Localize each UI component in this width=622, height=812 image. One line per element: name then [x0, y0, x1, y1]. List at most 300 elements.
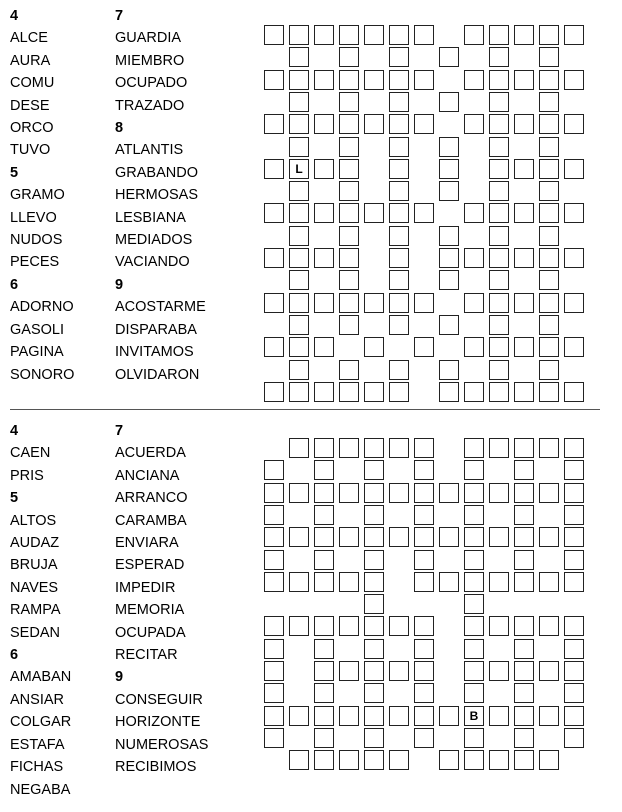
grid-cell[interactable]: [339, 70, 359, 90]
grid-cell[interactable]: [539, 293, 559, 313]
grid-cell[interactable]: [264, 683, 284, 703]
grid-cell[interactable]: [489, 750, 509, 770]
grid-cell[interactable]: [564, 337, 584, 357]
grid-cell[interactable]: [264, 382, 284, 402]
grid-cell[interactable]: [389, 270, 409, 290]
word-entry: PAGINA: [10, 344, 64, 361]
grid-cell[interactable]: [439, 137, 459, 157]
grid-cell[interactable]: [489, 706, 509, 726]
grid-cell[interactable]: [339, 750, 359, 770]
grid-cell[interactable]: [314, 706, 334, 726]
grid-cell[interactable]: [289, 572, 309, 592]
grid-cell[interactable]: [339, 248, 359, 268]
grid-cell[interactable]: [289, 750, 309, 770]
grid-cell[interactable]: [389, 47, 409, 67]
grid-cell[interactable]: [289, 25, 309, 45]
grid-cell[interactable]: [389, 483, 409, 503]
grid-cell[interactable]: [564, 248, 584, 268]
grid-cell[interactable]: [289, 226, 309, 246]
grid-cell[interactable]: [464, 203, 484, 223]
grid-cell[interactable]: [439, 572, 459, 592]
grid-cell[interactable]: [564, 661, 584, 681]
grid-cell[interactable]: [264, 203, 284, 223]
grid-cell[interactable]: [539, 114, 559, 134]
grid-cell[interactable]: [414, 572, 434, 592]
grid-cell[interactable]: [489, 527, 509, 547]
grid-cell[interactable]: [314, 750, 334, 770]
grid-cell[interactable]: [289, 616, 309, 636]
grid-cell[interactable]: [539, 137, 559, 157]
grid-cell[interactable]: [439, 315, 459, 335]
grid-cell[interactable]: [489, 92, 509, 112]
grid-cell[interactable]: [314, 616, 334, 636]
grid-cell[interactable]: [439, 47, 459, 67]
grid-cell[interactable]: [514, 706, 534, 726]
grid-cell-given-letter[interactable]: B: [464, 706, 484, 726]
grid-cell[interactable]: [264, 572, 284, 592]
grid-cell[interactable]: [264, 639, 284, 659]
word-entry: ALCE: [10, 30, 48, 47]
grid-cell[interactable]: [539, 572, 559, 592]
grid-cell-given-letter[interactable]: L: [289, 159, 309, 179]
grid-cell[interactable]: [489, 293, 509, 313]
grid-cell[interactable]: [539, 70, 559, 90]
grid-cell[interactable]: [314, 572, 334, 592]
grid-cell[interactable]: [489, 337, 509, 357]
grid-cell[interactable]: [314, 159, 334, 179]
grid-cell[interactable]: [564, 483, 584, 503]
grid-cell[interactable]: [264, 505, 284, 525]
grid-cell[interactable]: [439, 270, 459, 290]
grid-cell[interactable]: [489, 70, 509, 90]
grid-cell[interactable]: [339, 483, 359, 503]
grid-cell[interactable]: [289, 70, 309, 90]
grid-cell[interactable]: [339, 137, 359, 157]
grid-cell[interactable]: [389, 438, 409, 458]
grid-cell[interactable]: [489, 483, 509, 503]
grid-cell[interactable]: [339, 293, 359, 313]
grid-cell[interactable]: [489, 159, 509, 179]
grid-cell[interactable]: [339, 114, 359, 134]
grid-cell[interactable]: [539, 248, 559, 268]
grid-cell[interactable]: [464, 483, 484, 503]
grid-cell[interactable]: [514, 70, 534, 90]
grid-cell[interactable]: [539, 706, 559, 726]
grid-cell[interactable]: [464, 382, 484, 402]
grid-cell[interactable]: [289, 527, 309, 547]
grid-cell[interactable]: [364, 639, 384, 659]
grid-cell[interactable]: [289, 92, 309, 112]
grid-cell[interactable]: [514, 527, 534, 547]
grid-cell[interactable]: [364, 706, 384, 726]
grid-cell[interactable]: [389, 114, 409, 134]
grid-cell[interactable]: [314, 483, 334, 503]
grid-cell[interactable]: [464, 25, 484, 45]
grid-cell[interactable]: [514, 572, 534, 592]
grid-cell[interactable]: [364, 203, 384, 223]
grid-cell[interactable]: [489, 181, 509, 201]
grid-cell[interactable]: [289, 47, 309, 67]
grid-cell[interactable]: [464, 114, 484, 134]
grid-cell[interactable]: [314, 550, 334, 570]
grid-cell[interactable]: [464, 527, 484, 547]
grid-cell[interactable]: [264, 616, 284, 636]
grid-cell[interactable]: [539, 483, 559, 503]
grid-cell[interactable]: [514, 337, 534, 357]
grid-cell[interactable]: [364, 616, 384, 636]
grid-cell[interactable]: [414, 616, 434, 636]
grid-cell[interactable]: [339, 226, 359, 246]
grid-cell[interactable]: [389, 70, 409, 90]
grid-cell[interactable]: [264, 70, 284, 90]
grid-cell[interactable]: [389, 159, 409, 179]
grid-cell[interactable]: [464, 460, 484, 480]
grid-cell[interactable]: [339, 25, 359, 45]
grid-cell[interactable]: [514, 159, 534, 179]
grid-cell[interactable]: [264, 728, 284, 748]
grid-cell[interactable]: [564, 505, 584, 525]
word-entry: SEDAN: [10, 624, 60, 641]
grid-cell[interactable]: [414, 460, 434, 480]
grid-cell[interactable]: [314, 527, 334, 547]
grid-cell[interactable]: [364, 114, 384, 134]
grid-cell[interactable]: [464, 70, 484, 90]
grid-cell[interactable]: [364, 750, 384, 770]
grid-cell[interactable]: [564, 293, 584, 313]
grid-cell[interactable]: [464, 728, 484, 748]
grid-cell[interactable]: [339, 661, 359, 681]
grid-cell[interactable]: [539, 616, 559, 636]
grid-cell[interactable]: [414, 550, 434, 570]
grid-cell[interactable]: [514, 438, 534, 458]
grid-cell[interactable]: [539, 360, 559, 380]
grid-cell[interactable]: [414, 661, 434, 681]
grid-cell[interactable]: [339, 616, 359, 636]
length-heading: 7: [115, 423, 124, 439]
grid-cell[interactable]: [514, 639, 534, 659]
grid-cell[interactable]: [439, 181, 459, 201]
grid-cell[interactable]: [439, 706, 459, 726]
grid-cell[interactable]: [464, 337, 484, 357]
grid-cell[interactable]: [439, 750, 459, 770]
grid-cell[interactable]: [514, 683, 534, 703]
grid-cell[interactable]: [289, 114, 309, 134]
grid-cell[interactable]: [539, 92, 559, 112]
grid-cell[interactable]: [539, 661, 559, 681]
grid-cell[interactable]: [389, 226, 409, 246]
grid-cell[interactable]: [339, 360, 359, 380]
grid-cell[interactable]: [564, 639, 584, 659]
word-entry: RECIBIMOS: [115, 759, 197, 776]
grid-cell[interactable]: [464, 550, 484, 570]
grid-cell[interactable]: [539, 226, 559, 246]
grid-cell[interactable]: [489, 25, 509, 45]
grid-cell[interactable]: [439, 483, 459, 503]
grid-cell[interactable]: [564, 382, 584, 402]
grid-cell[interactable]: [489, 47, 509, 67]
grid-cell[interactable]: [314, 382, 334, 402]
grid-cell[interactable]: [539, 438, 559, 458]
word-list-column: [115, 5, 206, 386]
grid-cell[interactable]: [539, 181, 559, 201]
grid-cell[interactable]: [464, 293, 484, 313]
grid-cell[interactable]: [264, 25, 284, 45]
grid-cell[interactable]: [389, 25, 409, 45]
grid-cell[interactable]: [464, 639, 484, 659]
grid-cell[interactable]: [364, 25, 384, 45]
grid-cell[interactable]: [339, 706, 359, 726]
grid-cell[interactable]: [389, 92, 409, 112]
grid-cell[interactable]: [514, 382, 534, 402]
grid-cell[interactable]: [414, 337, 434, 357]
grid-cell[interactable]: [364, 550, 384, 570]
grid-cell[interactable]: [564, 527, 584, 547]
grid-cell[interactable]: [564, 203, 584, 223]
grid-cell[interactable]: [464, 572, 484, 592]
grid-cell[interactable]: [364, 728, 384, 748]
word-entry: ADORNO: [10, 299, 74, 316]
grid-cell[interactable]: [389, 293, 409, 313]
grid-cell[interactable]: [364, 594, 384, 614]
grid-cell[interactable]: [264, 293, 284, 313]
grid-cell[interactable]: [289, 293, 309, 313]
grid-cell[interactable]: [389, 360, 409, 380]
grid-cell[interactable]: [339, 47, 359, 67]
grid-cell[interactable]: [514, 25, 534, 45]
grid-cell[interactable]: [289, 137, 309, 157]
grid-cell[interactable]: [289, 203, 309, 223]
grid-cell[interactable]: [439, 527, 459, 547]
grid-cell[interactable]: [289, 360, 309, 380]
grid-cell[interactable]: [364, 572, 384, 592]
word-entry: NEGABA: [10, 781, 71, 798]
grid-cell[interactable]: [289, 181, 309, 201]
grid-cell[interactable]: [264, 483, 284, 503]
grid-cell[interactable]: [514, 728, 534, 748]
grid-cell[interactable]: [439, 382, 459, 402]
grid-cell[interactable]: [414, 483, 434, 503]
grid-cell[interactable]: [489, 572, 509, 592]
grid-cell[interactable]: [464, 248, 484, 268]
grid-cell[interactable]: [364, 438, 384, 458]
grid-cell[interactable]: [289, 337, 309, 357]
grid-cell[interactable]: [289, 315, 309, 335]
grid-cell[interactable]: [514, 483, 534, 503]
grid-cell[interactable]: [339, 92, 359, 112]
grid-cell[interactable]: [489, 270, 509, 290]
grid-cell[interactable]: [414, 639, 434, 659]
grid-cell[interactable]: [564, 159, 584, 179]
grid-cell[interactable]: [539, 47, 559, 67]
grid-cell[interactable]: [314, 114, 334, 134]
grid-cell[interactable]: [264, 114, 284, 134]
grid-cell[interactable]: [364, 293, 384, 313]
grid-cell[interactable]: [564, 460, 584, 480]
grid-cell[interactable]: [264, 550, 284, 570]
grid-cell[interactable]: [514, 460, 534, 480]
grid-cell[interactable]: [314, 70, 334, 90]
grid-cell[interactable]: [314, 661, 334, 681]
grid-cell[interactable]: [489, 382, 509, 402]
grid-cell[interactable]: [264, 460, 284, 480]
word-list-column: [115, 420, 208, 779]
grid-cell[interactable]: [289, 248, 309, 268]
grid-cell[interactable]: [564, 706, 584, 726]
grid-cell[interactable]: [489, 616, 509, 636]
grid-cell[interactable]: [439, 360, 459, 380]
grid-cell[interactable]: [514, 248, 534, 268]
grid-cell[interactable]: [364, 460, 384, 480]
grid-cell[interactable]: [314, 438, 334, 458]
grid-cell[interactable]: [389, 616, 409, 636]
grid-cell[interactable]: [339, 203, 359, 223]
grid-cell[interactable]: [514, 203, 534, 223]
grid-cell[interactable]: [489, 114, 509, 134]
grid-cell[interactable]: [414, 683, 434, 703]
grid-cell[interactable]: [339, 438, 359, 458]
grid-cell[interactable]: [439, 159, 459, 179]
grid-cell[interactable]: [539, 315, 559, 335]
grid-cell[interactable]: [489, 137, 509, 157]
grid-cell[interactable]: [389, 382, 409, 402]
grid-cell[interactable]: [514, 293, 534, 313]
grid-cell[interactable]: [264, 337, 284, 357]
grid-cell[interactable]: [314, 505, 334, 525]
grid-cell[interactable]: [464, 683, 484, 703]
grid-cell[interactable]: [364, 483, 384, 503]
word-entry: ARRANCO: [115, 490, 188, 507]
grid-cell[interactable]: [364, 683, 384, 703]
grid-cell[interactable]: [389, 203, 409, 223]
grid-cell[interactable]: [464, 438, 484, 458]
grid-cell[interactable]: [539, 750, 559, 770]
grid-cell[interactable]: [539, 203, 559, 223]
grid-cell[interactable]: [414, 706, 434, 726]
grid-cell[interactable]: [314, 293, 334, 313]
grid-cell[interactable]: [389, 315, 409, 335]
grid-cell[interactable]: [314, 248, 334, 268]
grid-cell[interactable]: [264, 706, 284, 726]
grid-cell[interactable]: [339, 382, 359, 402]
grid-cell[interactable]: [364, 527, 384, 547]
grid-cell[interactable]: [389, 181, 409, 201]
grid-cell[interactable]: [314, 728, 334, 748]
grid-cell[interactable]: [564, 683, 584, 703]
grid-cell[interactable]: [564, 70, 584, 90]
grid-cell[interactable]: [514, 505, 534, 525]
grid-cell[interactable]: [439, 248, 459, 268]
grid-cell[interactable]: [489, 248, 509, 268]
grid-cell[interactable]: [314, 25, 334, 45]
grid-cell[interactable]: [564, 572, 584, 592]
grid-cell[interactable]: [564, 616, 584, 636]
grid-cell[interactable]: [539, 270, 559, 290]
grid-cell[interactable]: [339, 270, 359, 290]
grid-cell[interactable]: [414, 438, 434, 458]
grid-cell[interactable]: [264, 527, 284, 547]
grid-cell[interactable]: [339, 572, 359, 592]
grid-cell[interactable]: [389, 527, 409, 547]
grid-cell[interactable]: [564, 114, 584, 134]
grid-cell[interactable]: [514, 550, 534, 570]
grid-cell[interactable]: [289, 270, 309, 290]
grid-cell[interactable]: [489, 661, 509, 681]
grid-cell[interactable]: [464, 661, 484, 681]
grid-cell[interactable]: [514, 114, 534, 134]
grid-cell[interactable]: [389, 661, 409, 681]
grid-cell[interactable]: [439, 92, 459, 112]
grid-cell[interactable]: [464, 594, 484, 614]
grid-cell[interactable]: [489, 360, 509, 380]
grid-cell[interactable]: [389, 137, 409, 157]
grid-cell[interactable]: [314, 337, 334, 357]
grid-cell[interactable]: [339, 315, 359, 335]
grid-cell[interactable]: [289, 438, 309, 458]
grid-cell[interactable]: [414, 293, 434, 313]
grid-cell[interactable]: [414, 728, 434, 748]
grid-cell[interactable]: [464, 505, 484, 525]
grid-cell[interactable]: [489, 315, 509, 335]
grid-cell[interactable]: [364, 661, 384, 681]
grid-cell[interactable]: [389, 706, 409, 726]
grid-cell[interactable]: [314, 639, 334, 659]
grid-cell[interactable]: [564, 438, 584, 458]
grid-cell[interactable]: [464, 616, 484, 636]
grid-cell[interactable]: [364, 337, 384, 357]
grid-cell[interactable]: [514, 750, 534, 770]
grid-cell[interactable]: [264, 248, 284, 268]
grid-cell[interactable]: [414, 70, 434, 90]
grid-cell[interactable]: [414, 203, 434, 223]
grid-cell[interactable]: [289, 706, 309, 726]
grid-cell[interactable]: [389, 248, 409, 268]
grid-cell[interactable]: [339, 159, 359, 179]
grid-cell[interactable]: [489, 438, 509, 458]
grid-cell[interactable]: [314, 460, 334, 480]
grid-cell[interactable]: [539, 527, 559, 547]
grid-cell[interactable]: [364, 505, 384, 525]
grid-cell[interactable]: [289, 483, 309, 503]
grid-cell[interactable]: [564, 25, 584, 45]
grid-cell[interactable]: [489, 203, 509, 223]
grid-cell[interactable]: [314, 203, 334, 223]
grid-cell[interactable]: [539, 337, 559, 357]
grid-cell[interactable]: [389, 750, 409, 770]
grid-cell[interactable]: [339, 527, 359, 547]
grid-cell[interactable]: [439, 226, 459, 246]
grid-cell[interactable]: [264, 661, 284, 681]
grid-cell[interactable]: [289, 382, 309, 402]
grid-cell[interactable]: [539, 25, 559, 45]
grid-cell[interactable]: [364, 70, 384, 90]
grid-cell[interactable]: [564, 728, 584, 748]
grid-cell[interactable]: [339, 181, 359, 201]
grid-cell[interactable]: [514, 616, 534, 636]
grid-cell[interactable]: [414, 505, 434, 525]
grid-cell[interactable]: [414, 25, 434, 45]
grid-cell[interactable]: [514, 661, 534, 681]
grid-cell[interactable]: [414, 527, 434, 547]
grid-cell[interactable]: [414, 114, 434, 134]
grid-cell[interactable]: [314, 683, 334, 703]
grid-cell[interactable]: [464, 750, 484, 770]
grid-cell[interactable]: [489, 226, 509, 246]
grid-cell[interactable]: [564, 550, 584, 570]
grid-cell[interactable]: [539, 159, 559, 179]
grid-cell[interactable]: [264, 159, 284, 179]
grid-cell[interactable]: [539, 382, 559, 402]
grid-cell[interactable]: [364, 382, 384, 402]
